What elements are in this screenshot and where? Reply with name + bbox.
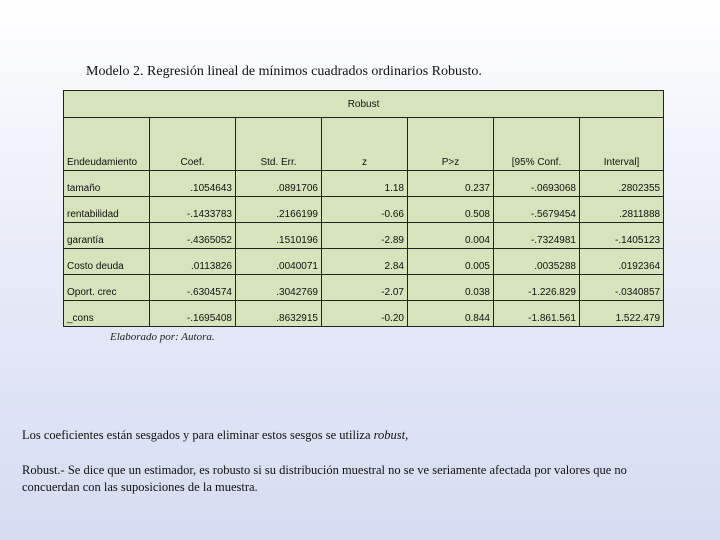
coef-cell: .1054643 (150, 171, 236, 197)
column-header: P>z (408, 118, 494, 171)
p-cell: 0.508 (408, 197, 494, 223)
table-row (64, 249, 664, 275)
p-cell: 0.237 (408, 171, 494, 197)
regression-table (63, 90, 664, 327)
stderr-cell: .0891706 (236, 171, 322, 197)
column-header: Interval] (580, 118, 664, 171)
table-header-row (64, 118, 664, 171)
z-cell: -2.89 (322, 223, 408, 249)
column-header: Std. Err. (236, 118, 322, 171)
conf-low-cell: -.7324981 (494, 223, 580, 249)
conf-low-cell: -.0693068 (494, 171, 580, 197)
coef-cell: -.4365052 (150, 223, 236, 249)
stderr-cell: .0040071 (236, 249, 322, 275)
source-note: Elaborado por: Autora. (110, 331, 215, 343)
variable-cell: rentabilidad (64, 197, 150, 223)
table-row (64, 223, 664, 249)
paragraph-robust-definition: Robust.- Se dice que un estimador, es robusto si su distribución muestral no se ve seriamente afectada por valores que no concuerdan con las suposiciones de la muestra. (22, 463, 627, 494)
stderr-cell: .1510196 (236, 223, 322, 249)
variable-cell: garantía (64, 223, 150, 249)
p-cell: 0.038 (408, 275, 494, 301)
coef-cell: -.1433783 (150, 197, 236, 223)
z-cell: -0.66 (322, 197, 408, 223)
stderr-cell: .2166199 (236, 197, 322, 223)
group-header: Robust (64, 91, 664, 118)
conf-low-cell: -.5679454 (494, 197, 580, 223)
column-header: z (322, 118, 408, 171)
paragraph-sesgos (22, 428, 408, 443)
conf-high-cell: -.1405123 (580, 223, 664, 249)
table-group-header-row (64, 91, 664, 118)
conf-low-cell: .0035288 (494, 249, 580, 275)
coef-cell: .0113826 (150, 249, 236, 275)
conf-high-cell: .2802355 (580, 171, 664, 197)
table-row (64, 197, 664, 223)
z-cell: 1.18 (322, 171, 408, 197)
table-row (64, 171, 664, 197)
table-row (64, 301, 664, 327)
page-title: Modelo 2. Regresión lineal de mínimos cuadrados ordinarios Robusto. (86, 64, 482, 79)
z-cell: 2.84 (322, 249, 408, 275)
p-cell: 0.004 (408, 223, 494, 249)
column-header: Coef. (150, 118, 236, 171)
conf-low-cell: -1.861.561 (494, 301, 580, 327)
coef-cell: -.1695408 (150, 301, 236, 327)
column-header: Endeudamiento (64, 118, 150, 171)
conf-low-cell: -1.226.829 (494, 275, 580, 301)
stderr-cell: .3042769 (236, 275, 322, 301)
variable-cell: _cons (64, 301, 150, 327)
table-row (64, 275, 664, 301)
p-cell: 0.844 (408, 301, 494, 327)
variable-cell: Costo deuda (64, 249, 150, 275)
coef-cell: -.6304574 (150, 275, 236, 301)
paragraph-sesgos-emphasis: robust, (373, 428, 409, 442)
paragraph-sesgos-text: Los coeficientes están sesgados y para eliminar estos sesgos se utiliza (22, 428, 374, 442)
conf-high-cell: -.0340857 (580, 275, 664, 301)
variable-cell: tamaño (64, 171, 150, 197)
conf-high-cell: .0192364 (580, 249, 664, 275)
column-header: [95% Conf. (494, 118, 580, 171)
z-cell: -2.07 (322, 275, 408, 301)
variable-cell: Oport. crec (64, 275, 150, 301)
conf-high-cell: 1.522.479 (580, 301, 664, 327)
conf-high-cell: .2811888 (580, 197, 664, 223)
z-cell: -0.20 (322, 301, 408, 327)
p-cell: 0.005 (408, 249, 494, 275)
stderr-cell: .8632915 (236, 301, 322, 327)
